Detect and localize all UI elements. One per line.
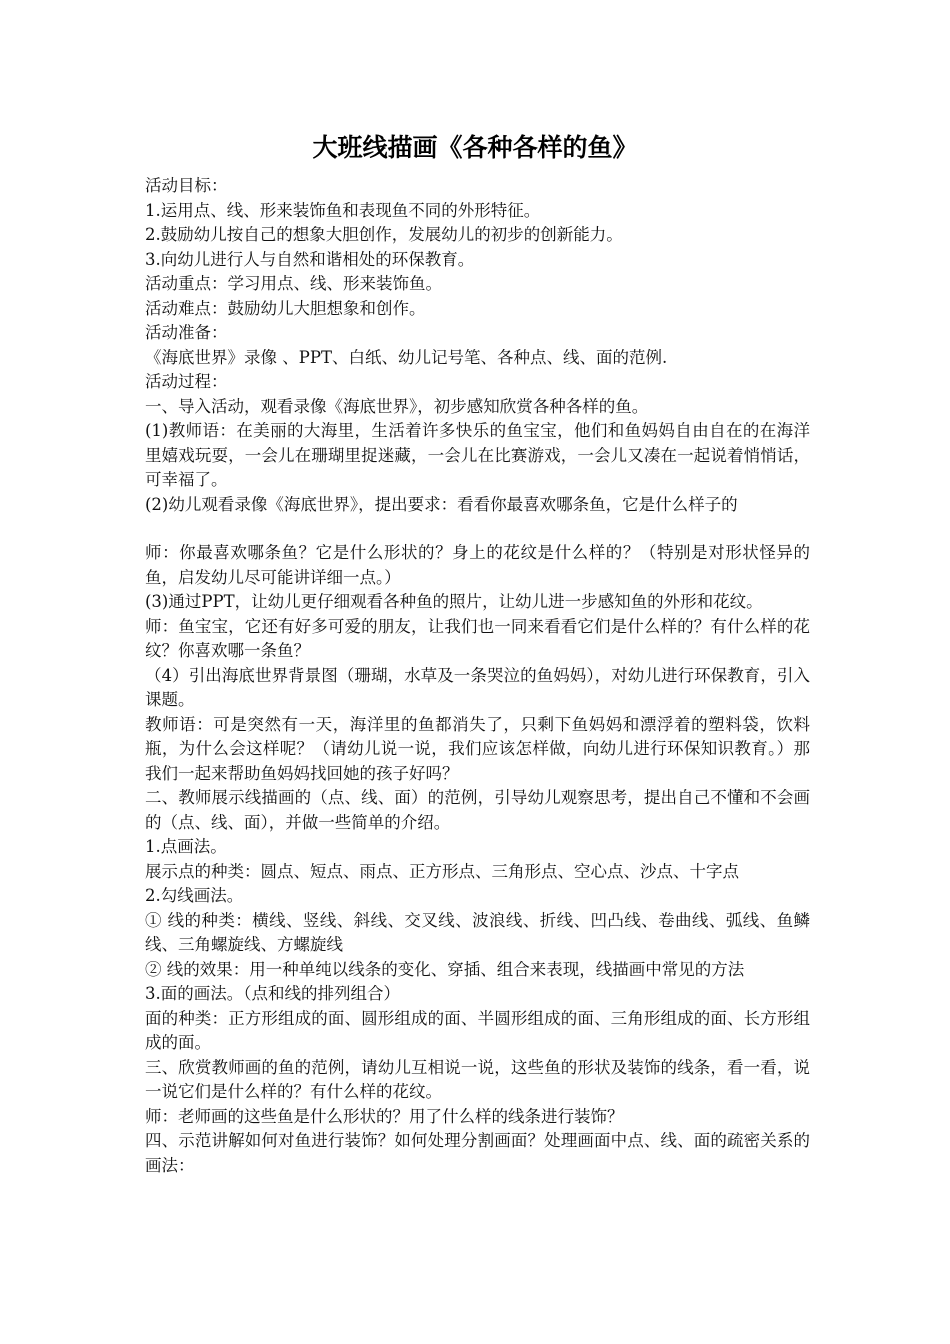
paragraph-step-1-2: (2)幼儿观看录像《海底世界》，提出要求：看看你最喜欢哪条鱼，它是什么样子的 xyxy=(145,494,738,514)
paragraph-key-point: 活动重点：学习用点、线、形来装饰鱼。 xyxy=(145,274,442,293)
paragraph-step-1-3: (3)通过PPT，让幼儿更仔细观看各种鱼的照片，让幼儿进一步感知鱼的外形和花纹。 xyxy=(145,592,763,611)
paragraph-step-4: 四、示范讲解如何对鱼进行装饰？如何处理分割画面？处理画面中点、线、面的疏密关系的画法： xyxy=(145,1131,810,1175)
paragraph-goals-heading: 活动目标： xyxy=(145,176,228,195)
paragraph-teacher-story: 教师语：可是突然有一天，海洋里的鱼都消失了，只剩下鱼妈妈和漂浮着的塑料袋，饮料瓶，为什么会这样呢？（请幼儿说一说，我们应该怎样做，向幼儿进行环保知识教育。）那我们一起来帮助鱼妈妈找回她的孩子好吗？ xyxy=(145,714,810,783)
paragraph-surface-method: 3.面的画法。（点和线的排列组合） xyxy=(145,984,400,1003)
paragraph-goal-2: 2.鼓励幼儿按自己的想象大胆创作，发展幼儿的初步的创新能力。 xyxy=(145,225,623,244)
document-body xyxy=(145,174,810,1178)
paragraph-step-1-4: （4）引出海底世界背景图（珊瑚，水草及一条哭泣的鱼妈妈），对幼儿进行环保教育，引入课题。 xyxy=(145,665,810,709)
paragraph-goal-1: 1.运用点、线、形来装饰鱼和表现鱼不同的外形特征。 xyxy=(145,200,541,220)
paragraph-dot-types: 展示点的种类：圆点、短点、雨点、正方形点、三角形点、空心点、沙点、十字点 xyxy=(145,861,739,881)
paragraph-line-types: ① 线的种类：横线、竖线、斜线、交叉线、波浪线、折线、凹凸线、卷曲线、弧线、鱼鳞线、三角螺旋线、方螺旋线 xyxy=(145,910,810,954)
paragraph-teacher-question-3: 师：老师画的这些鱼是什么形状的？用了什么样的线条进行装饰？ xyxy=(145,1106,624,1126)
paragraph-line-method: 2.勾线画法。 xyxy=(145,886,244,905)
paragraph-difficulty: 活动难点：鼓励幼儿大胆想象和创作。 xyxy=(145,298,426,318)
document-title: 大班线描画《各种各样的鱼》 xyxy=(312,133,638,162)
paragraph-teacher-question-2: 师：鱼宝宝，它还有好多可爱的朋友，让我们也一同来看看它们是什么样的？有什么样的花纹？你喜欢哪一条鱼？ xyxy=(145,616,810,660)
paragraph-step-1: 一、导入活动，观看录像《海底世界》，初步感知欣赏各种各样的鱼。 xyxy=(145,396,649,416)
paragraph-surface-types: 面的种类：正方形组成的面、圆形组成的面、半圆形组成的面、三角形组成的面、长方形组成的面。 xyxy=(145,1008,810,1052)
paragraph-process-heading: 活动过程： xyxy=(145,372,228,391)
paragraph-step-3: 三、欣赏教师画的鱼的范例，请幼儿互相说一说，这些鱼的形状及装饰的线条，看一看，说一说它们是什么样的？有什么样的花纹。 xyxy=(145,1057,810,1101)
paragraph-step-1-1: (1)教师语：在美丽的大海里，生活着许多快乐的鱼宝宝，他们和鱼妈妈自由自在的在海洋里嬉戏玩耍，一会儿在珊瑚里捉迷藏，一会儿在比赛游戏，一会儿又凑在一起说着悄悄话，可幸福了。 xyxy=(145,421,810,489)
paragraph-preparation-heading: 活动准备： xyxy=(145,323,228,342)
paragraph-teacher-question-1: 师：你最喜欢哪条鱼？它是什么形状的？身上的花纹是什么样的？（特别是对形状怪异的鱼，启发幼儿尽可能讲详细一点。） xyxy=(145,543,810,587)
paragraph-goal-3: 3.向幼儿进行人与自然和谐相处的环保教育。 xyxy=(145,249,475,269)
paragraph-dot-method: 1.点画法。 xyxy=(145,837,227,856)
paragraph-step-2: 二、教师展示线描画的（点、线、面）的范例，引导幼儿观察思考，提出自己不懂和不会画的（点、线、面），并做一些简单的介绍。 xyxy=(145,788,810,832)
paragraph-preparation: 《海底世界》录像 、PPT、白纸、幼儿记号笔、各种点、线、面的范例. xyxy=(145,347,668,367)
paragraph-line-effect: ② 线的效果：用一种单纯以线条的变化、穿插、组合来表现，线描画中常见的方法 xyxy=(145,959,745,979)
